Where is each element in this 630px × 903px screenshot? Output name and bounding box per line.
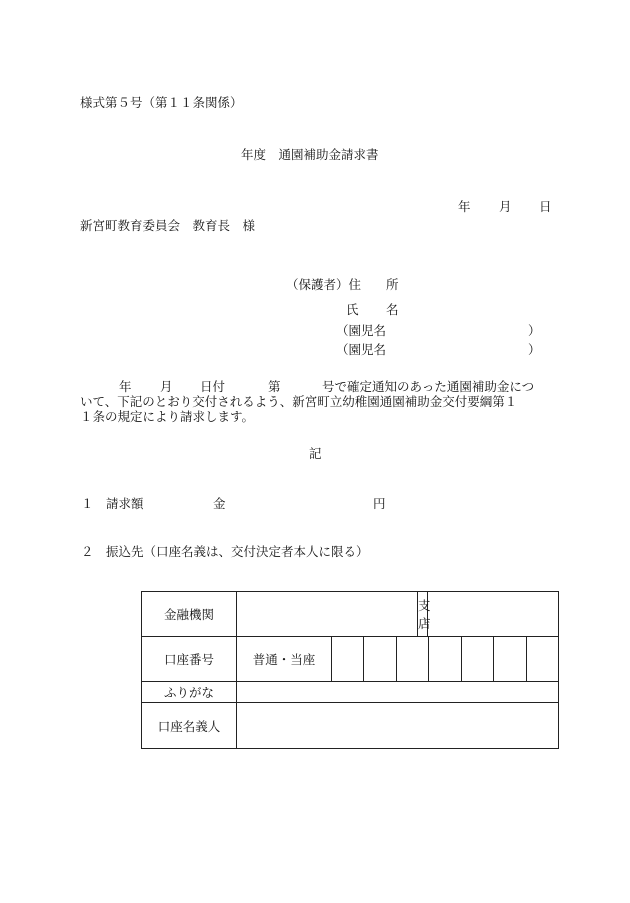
furigana-label: ふりがな: [142, 681, 237, 702]
bank-account-table: [141, 591, 559, 749]
body-month: 月: [160, 379, 173, 394]
amount-kin: 金: [213, 496, 226, 511]
form-number: 様式第５号（第１１条関係）: [80, 95, 243, 110]
account-digit-4[interactable]: [429, 637, 461, 681]
holder-input[interactable]: [237, 703, 559, 749]
item2-label: 振込先（口座名義は、交付決定者本人に限る）: [106, 544, 369, 559]
child-name-label-1: （園児名: [336, 323, 387, 338]
account-digit-6[interactable]: [494, 637, 526, 681]
account-digit-1[interactable]: [332, 637, 364, 681]
ki-heading: 記: [309, 446, 322, 461]
body-number: 第: [268, 379, 281, 394]
body-line1-rest: 号で確定通知のあった通園補助金につ: [322, 379, 535, 394]
branch-label: 支店: [418, 592, 428, 637]
account-digit-5[interactable]: [462, 637, 494, 681]
body-date: 日付: [200, 379, 226, 394]
account-number-label: 口座番号: [142, 636, 237, 681]
row-institution: [142, 592, 559, 637]
guardian-address-label: （保護者）住: [286, 277, 362, 292]
body-line3: １条の規定により請求します。: [80, 409, 255, 424]
amount-yen: 円: [373, 496, 386, 511]
date-day: 日: [539, 199, 552, 214]
child-name-close-1: ）: [528, 323, 541, 338]
furigana-input[interactable]: [237, 681, 559, 702]
item1-number: １: [81, 496, 94, 511]
date-year: 年: [458, 199, 471, 214]
address-suffix: 所: [386, 277, 399, 292]
row-account-holder: [142, 703, 559, 749]
account-digit-7[interactable]: [527, 637, 558, 681]
document-title: 年度 通園補助金請求書: [241, 147, 379, 162]
date-month: 月: [499, 199, 512, 214]
account-type: 普通・当座: [237, 636, 332, 681]
child-name-label-2: （園児名: [336, 342, 387, 357]
branch-input[interactable]: [428, 592, 559, 637]
name-prefix: 氏: [346, 302, 359, 317]
row-account-number: [142, 636, 559, 681]
item2-number: ２: [81, 544, 94, 559]
name-suffix: 名: [386, 302, 399, 317]
account-digit-area: [332, 636, 559, 681]
addressee: 新宮町教育委員会 教育長 様: [80, 218, 256, 233]
body-year: 年: [119, 379, 132, 394]
account-digit-2[interactable]: [364, 637, 396, 681]
institution-label: 金融機関: [142, 592, 237, 637]
body-line2: いて、下記のとおり交付されるよう、新宮町立幼稚園通園補助金交付要綱第１: [80, 394, 518, 409]
child-name-close-2: ）: [528, 342, 541, 357]
item1-label: 請求額: [106, 496, 144, 511]
account-digit-3[interactable]: [397, 637, 429, 681]
holder-label: 口座名義人: [142, 703, 237, 749]
row-furigana: [142, 681, 559, 702]
institution-input[interactable]: [237, 592, 418, 637]
